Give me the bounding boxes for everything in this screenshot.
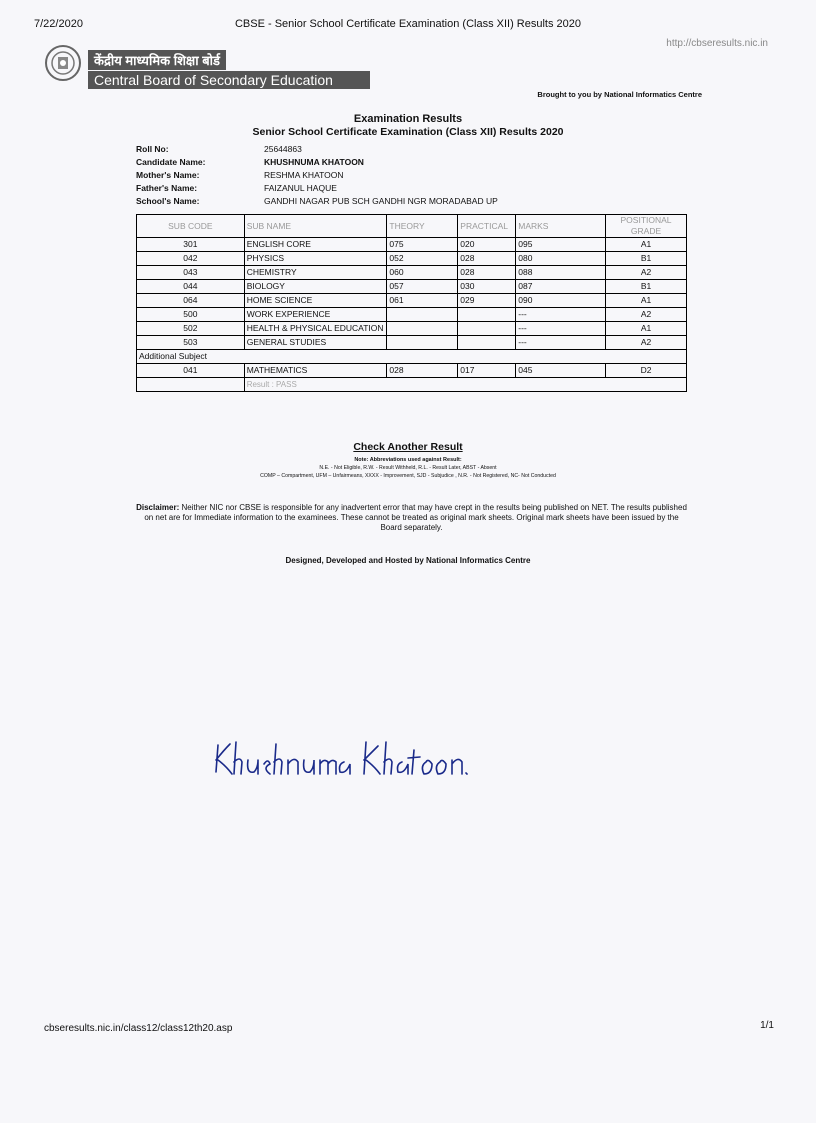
abbreviations-line-2: COMP – Compartment, UFM – Unfairmeans, XXXX - Improvement, SJD - Subjudice , N.R. - Not Registered, NC- Not Conducted bbox=[260, 473, 556, 479]
cell-sub-name: ENGLISH CORE bbox=[244, 238, 387, 252]
col-practical: PRACTICAL bbox=[458, 215, 516, 238]
cell-sub-code: 044 bbox=[137, 280, 245, 294]
cell-theory: 028 bbox=[387, 364, 458, 378]
cell-sub-name: BIOLOGY bbox=[244, 280, 387, 294]
cell-theory bbox=[387, 336, 458, 350]
candidate-name-label: Candidate Name: bbox=[136, 157, 206, 167]
cell-grade: A2 bbox=[606, 336, 687, 350]
cell-practical: 017 bbox=[458, 364, 516, 378]
cell-grade: A1 bbox=[606, 294, 687, 308]
cell-sub-code: 503 bbox=[137, 336, 245, 350]
cell-practical: 028 bbox=[458, 252, 516, 266]
school-name-row bbox=[136, 195, 498, 208]
cell-grade: A2 bbox=[606, 308, 687, 322]
table-row bbox=[137, 252, 687, 266]
cell-sub-name: PHYSICS bbox=[244, 252, 387, 266]
cell-sub-code: 043 bbox=[137, 266, 245, 280]
cell-theory: 060 bbox=[387, 266, 458, 280]
table-row bbox=[137, 336, 687, 350]
print-date: 7/22/2020 bbox=[34, 18, 83, 30]
banner-hindi: केंद्रीय माध्यमिक शिक्षा बोर्ड bbox=[88, 50, 226, 70]
cell-marks: 087 bbox=[516, 280, 606, 294]
additional-subject-row bbox=[137, 350, 687, 364]
father-name-row bbox=[136, 182, 498, 195]
mother-name-label: Mother's Name: bbox=[136, 170, 200, 180]
table-row bbox=[137, 266, 687, 280]
cell-practical: 030 bbox=[458, 280, 516, 294]
table-row bbox=[137, 238, 687, 252]
disclaimer-label: Disclaimer: bbox=[136, 503, 180, 512]
cell-sub-name: CHEMISTRY bbox=[244, 266, 387, 280]
col-sub-name: SUB NAME bbox=[244, 215, 387, 238]
site-url[interactable]: http://cbseresults.nic.in bbox=[666, 38, 768, 49]
candidate-name-value: KHUSHNUMA KHATOON bbox=[264, 157, 364, 167]
roll-no-row bbox=[136, 143, 498, 156]
cell-marks: 090 bbox=[516, 294, 606, 308]
col-sub-code: SUB CODE bbox=[137, 215, 245, 238]
father-name-value: FAIZANUL HAQUE bbox=[264, 183, 337, 193]
cell-sub-code: 500 bbox=[137, 308, 245, 322]
cell-grade: B1 bbox=[606, 252, 687, 266]
exam-subtitle: Senior School Certificate Examination (Class XII) Results 2020 bbox=[252, 126, 564, 138]
footer-url: cbseresults.nic.in/class12/class12th20.asp bbox=[44, 1023, 233, 1034]
banner-english: Central Board of Secondary Education bbox=[88, 71, 370, 89]
result-status: Result : PASS bbox=[244, 378, 686, 392]
cell-sub-name: WORK EXPERIENCE bbox=[244, 308, 387, 322]
school-name-label: School's Name: bbox=[136, 196, 200, 206]
exam-title: Examination Results bbox=[353, 113, 463, 125]
roll-no-value: 25644863 bbox=[264, 144, 302, 154]
page-number: 1/1 bbox=[760, 1020, 774, 1031]
cell-grade: D2 bbox=[606, 364, 687, 378]
additional-subject-label: Additional Subject bbox=[137, 350, 687, 364]
cell-sub-name: HOME SCIENCE bbox=[244, 294, 387, 308]
brought-by: Brought to you by National Informatics Centre bbox=[537, 90, 702, 99]
father-name-label: Father's Name: bbox=[136, 183, 198, 193]
cell-marks: 088 bbox=[516, 266, 606, 280]
abbreviations-title: Note: Abbreviations used against Result: bbox=[354, 457, 462, 463]
cell-marks: --- bbox=[516, 322, 606, 336]
disclaimer-text: Neither NIC nor CBSE is responsible for any inadvertent error that may have crept in the results being published on NET. The results published on net are for Immediate information to the examinees. These cannot be treated as original mark sheets. Original mark sheets have been issued by the Board separately. bbox=[144, 503, 687, 532]
cell-grade: B1 bbox=[606, 280, 687, 294]
cell-sub-code: 502 bbox=[137, 322, 245, 336]
cell-sub-code: 301 bbox=[137, 238, 245, 252]
roll-no-label: Roll No: bbox=[136, 144, 169, 154]
cell-marks: 080 bbox=[516, 252, 606, 266]
cell-practical: 020 bbox=[458, 238, 516, 252]
cell-practical bbox=[458, 336, 516, 350]
table-row bbox=[137, 322, 687, 336]
col-marks: MARKS bbox=[516, 215, 606, 238]
table-row bbox=[137, 308, 687, 322]
result-row bbox=[137, 378, 687, 392]
cell-practical bbox=[458, 322, 516, 336]
marks-header-row bbox=[137, 215, 687, 238]
handwritten-signature bbox=[210, 730, 470, 790]
cell-practical: 029 bbox=[458, 294, 516, 308]
abbreviations-line-1: N.E. - Not Eligible, R.W. - Result Withheld, R.L. - Result Later, ABST - Absent bbox=[319, 465, 497, 471]
print-page-title: CBSE - Senior School Certificate Examination (Class XII) Results 2020 bbox=[234, 18, 582, 30]
check-another-result-link[interactable]: Check Another Result bbox=[353, 441, 463, 453]
cell-theory: 057 bbox=[387, 280, 458, 294]
cell-theory bbox=[387, 322, 458, 336]
cell-marks: 045 bbox=[516, 364, 606, 378]
cbse-banner bbox=[88, 50, 370, 89]
cell-sub-code: 041 bbox=[137, 364, 245, 378]
candidate-info bbox=[136, 143, 498, 208]
cell-theory: 061 bbox=[387, 294, 458, 308]
cell-practical: 028 bbox=[458, 266, 516, 280]
cbse-emblem-icon bbox=[44, 44, 82, 82]
cell-practical bbox=[458, 308, 516, 322]
cell-grade: A2 bbox=[606, 266, 687, 280]
cell-sub-code: 064 bbox=[137, 294, 245, 308]
cell-theory bbox=[387, 308, 458, 322]
cell-sub-name: GENERAL STUDIES bbox=[244, 336, 387, 350]
cell-sub-name: MATHEMATICS bbox=[244, 364, 387, 378]
disclaimer bbox=[136, 503, 687, 533]
cell-marks: --- bbox=[516, 308, 606, 322]
result-spacer bbox=[137, 378, 245, 392]
cell-marks: --- bbox=[516, 336, 606, 350]
cell-sub-name: HEALTH & PHYSICAL EDUCATION bbox=[244, 322, 387, 336]
cell-grade: A1 bbox=[606, 238, 687, 252]
cell-theory: 075 bbox=[387, 238, 458, 252]
designed-by: Designed, Developed and Hosted by National Informatics Centre bbox=[285, 556, 531, 565]
table-row bbox=[137, 280, 687, 294]
table-row bbox=[137, 294, 687, 308]
cell-marks: 095 bbox=[516, 238, 606, 252]
table-row bbox=[137, 364, 687, 378]
cell-sub-code: 042 bbox=[137, 252, 245, 266]
cell-theory: 052 bbox=[387, 252, 458, 266]
mother-name-value: RESHMA KHATOON bbox=[264, 170, 344, 180]
school-name-value: GANDHI NAGAR PUB SCH GANDHI NGR MORADABAD UP bbox=[264, 196, 498, 206]
cell-grade: A1 bbox=[606, 322, 687, 336]
mother-name-row bbox=[136, 169, 498, 182]
candidate-name-row bbox=[136, 156, 498, 169]
col-positional-grade: POSITIONAL GRADE bbox=[606, 215, 687, 238]
marks-table bbox=[136, 214, 687, 392]
col-theory: THEORY bbox=[387, 215, 458, 238]
